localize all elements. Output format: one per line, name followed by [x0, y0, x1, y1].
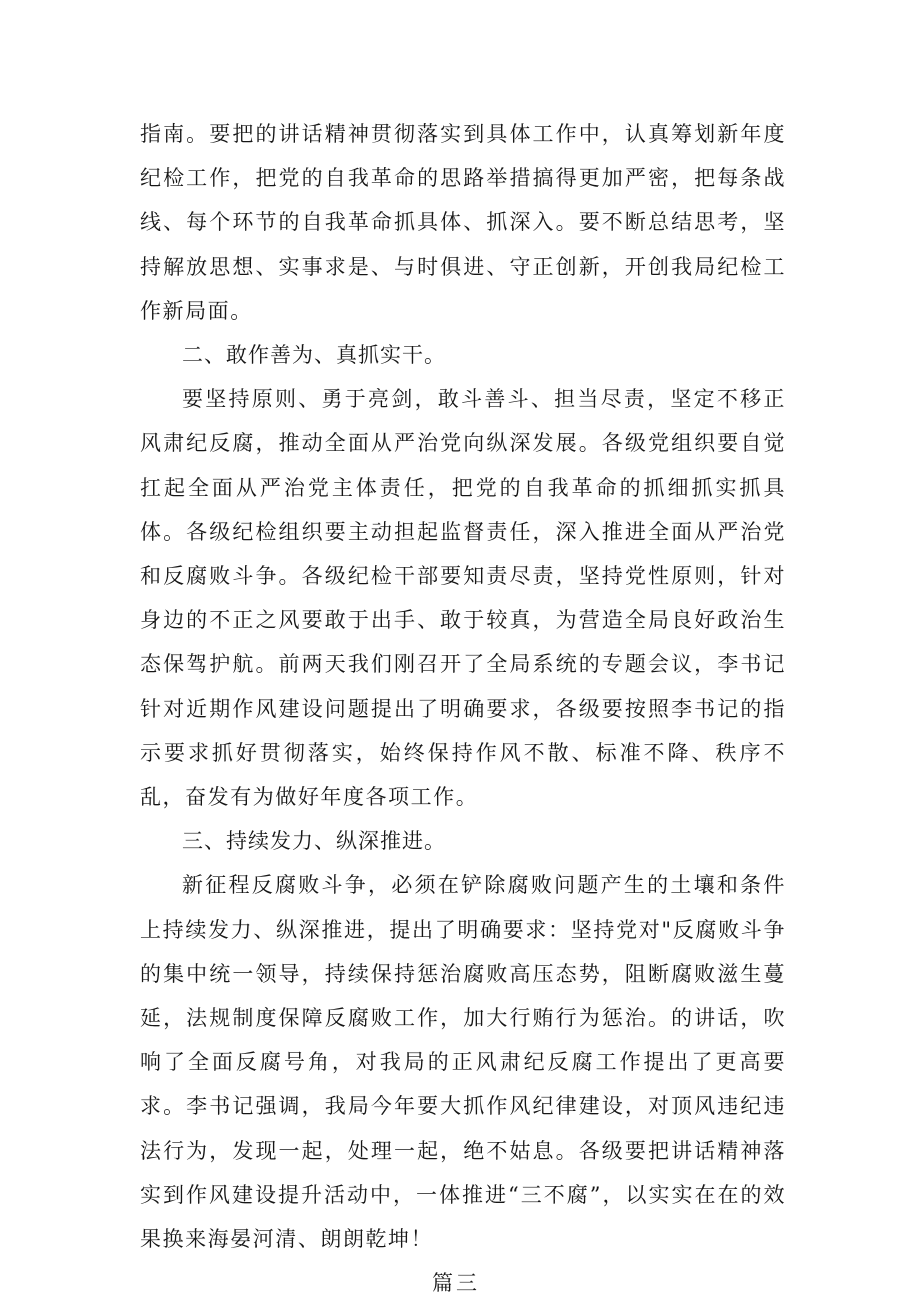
paragraph-continued: 指南。要把的讲话精神贯彻落实到具体工作中，认真筹划新年度纪检工作，把党的自我革命的思路举措搞得更加严密，把每条战线、每个环节的自我革命抓具体、抓深入。要不断总结思考，坚持解放思想、实事求是、与时俱进、守正创新，开创我局纪检工作新局面。: [140, 122, 786, 323]
document-body: [140, 112, 786, 1305]
paragraph-two: 要坚持原则、勇于亮剑，敢斗善斗、担当尽责，坚定不移正风肃纪反腐，推动全面从严治党向纵深发展。各级党组织要自觉扛起全面从严治党主体责任，把党的自我革命的抓细抓实抓具体。各级纪检组织要主动担起监督责任，深入推进全面从严治党和反腐败斗争。各级纪检干部要知责尽责，坚持党性原则，针对身边的不正之风要敢于出手、敢于较真，为营造全局良好政治生态保驾护航。前两天我们刚召开了全局系统的专题会议，李书记针对近期作风建设问题提出了明确要求，各级要按照李书记的指示要求抓好贯彻落实，始终保持作风不散、标准不降、秩序不乱，奋发有为做好年度各项工作。: [140, 387, 786, 810]
section-heading-two: 二、敢作善为、真抓实干。: [182, 343, 446, 368]
section-heading-three: 三、持续发力、纵深推进。: [182, 829, 446, 854]
part-label: 篇三: [432, 1271, 480, 1296]
paragraph-three: 新征程反腐败斗争，必须在铲除腐败问题产生的土壤和条件上持续发力、纵深推进，提出了明确要求：坚持党对"反腐败斗争的集中统一领导，持续保持惩治腐败高压态势，阻断腐败滋生蔓延，法规制度保障反腐败工作，加大行贿行为惩治。的讲话，吹响了全面反腐号角，对我局的正风肃纪反腐工作提出了更高要求。李书记强调，我局今年要大抓作风纪律建设，对顶风违纪违法行为，发现一起，处理一起，绝不姑息。各级要把讲话精神落实到作风建设提升活动中，一体推进“三不腐”，以实实在在的效果换来海晏河清、朗朗乾坤！: [140, 873, 786, 1252]
